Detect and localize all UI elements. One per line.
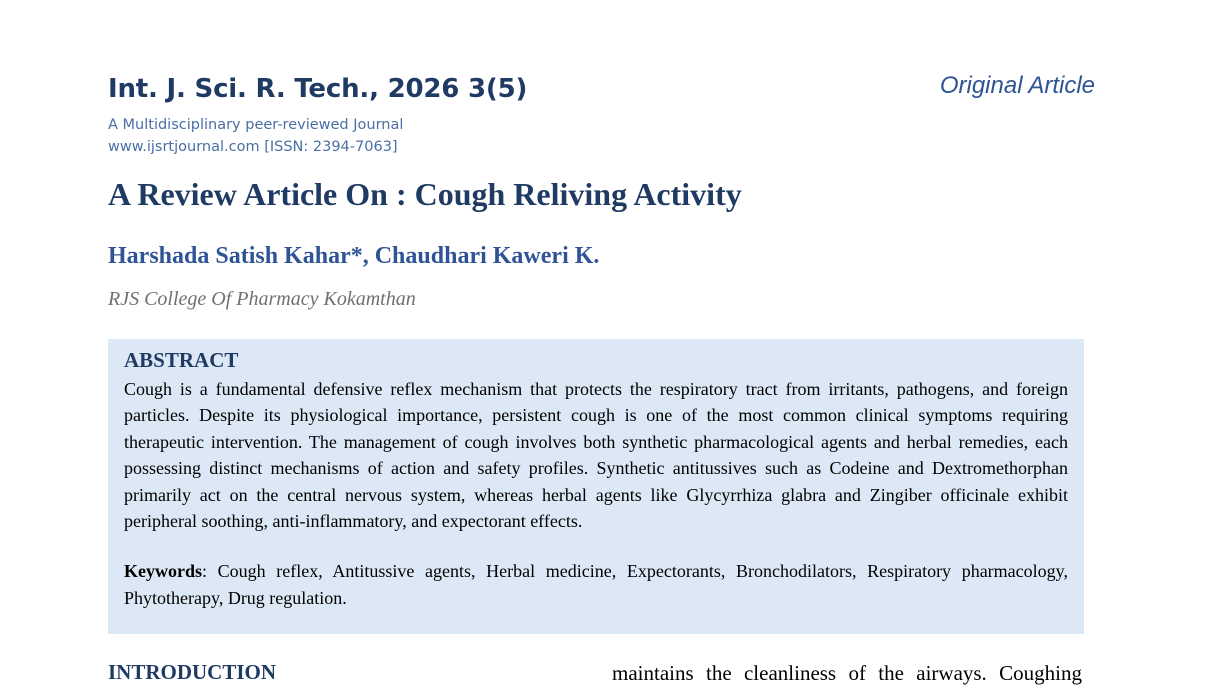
abstract-text: Cough is a fundamental defensive reflex mechanism that protects the respiratory tract from irritants, pathogens, and foreign particles. Despite its physiological importance, persistent cough is one of the most common clinical symptoms requiring therapeutic intervention. The management of cough involves both synthetic pharmacological agents and herbal remedies, each possessing distinct mechanisms of action and safety profiles. Synthetic antitussives such as Codeine and Dextromethorphan primarily act on the central nervous system, whereas herbal agents like Glycyrrhiza glabra and Zingiber officinale exhibit peripheral soothing, anti-inflammatory, and expectorant effects. bbox=[124, 379, 1068, 532]
right-column-text: maintains the cleanliness of the airways. Coughing bbox=[612, 661, 1082, 685]
journal-title: Int. J. Sci. R. Tech., 2026 3(5) bbox=[108, 74, 528, 104]
journal-subtitle bbox=[108, 114, 403, 158]
introduction-heading: INTRODUCTION bbox=[108, 660, 277, 684]
keywords-list: : Cough reflex, Antitussive agents, Herbal medicine, Expectorants, Bronchodilators, Respiratory pharmacology, Phytotherapy, Drug regulation. bbox=[124, 561, 1068, 608]
author-affiliation: RJS College Of Pharmacy Kokamthan bbox=[108, 288, 416, 310]
journal-tagline: A Multidisciplinary peer-reviewed Journal bbox=[108, 117, 404, 133]
article-type-label: Original Article bbox=[939, 72, 1095, 99]
keywords bbox=[124, 558, 1068, 611]
abstract-box bbox=[108, 339, 1084, 634]
keywords-label: Keywords bbox=[124, 561, 202, 582]
journal-website-issn: www.ijsrtjournal.com [ISSN: 2394-7063] bbox=[108, 139, 398, 155]
article-title: A Review Article On : Cough Reliving Activity bbox=[108, 176, 742, 212]
author-list: Harshada Satish Kahar*, Chaudhari Kaweri K. bbox=[108, 243, 600, 269]
abstract-heading: ABSTRACT bbox=[124, 348, 239, 372]
